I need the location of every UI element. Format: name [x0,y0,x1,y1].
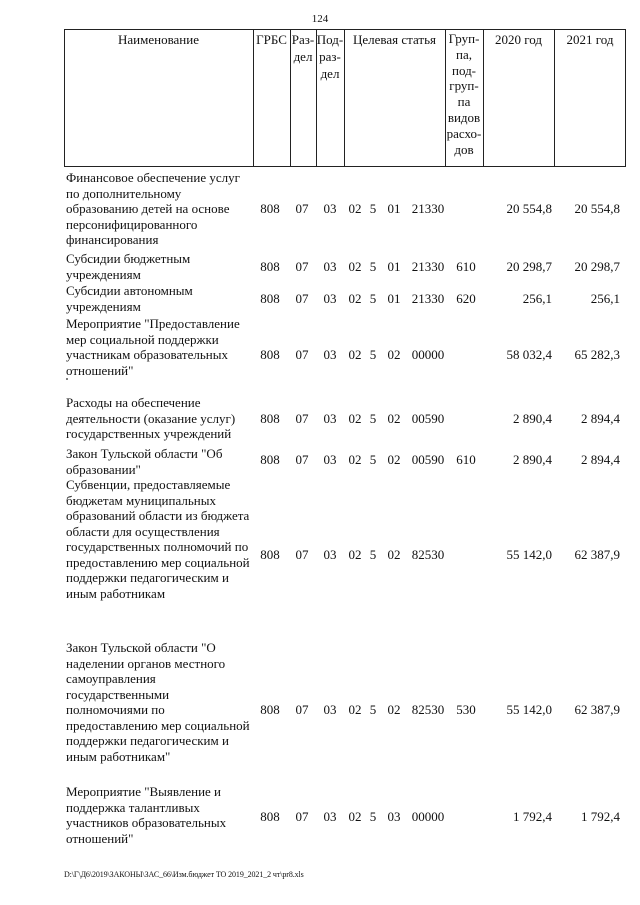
cell-target-subprogram: 5 [369,347,377,362]
cell-subsection: 03 [323,291,337,306]
cell-target-code: 21330 [411,201,445,216]
row-name: Мероприятие "Предоставление мер социальной поддержки участникам образовательных отношений" [66,316,240,378]
cell-subsection: 03 [323,201,337,216]
cell-amount-2020: 58 032,4 [506,347,552,362]
row-name: Мероприятие "Выявление и поддержка талантливых участников образовательных отношений" [66,784,227,846]
cell-target-code: 00000 [411,809,445,824]
cell-subsection: 03 [323,702,337,717]
header-year-2021: 2021 год [566,32,614,47]
cell-subsection: 03 [323,452,337,467]
cell-section: 07 [295,809,309,824]
cell-section: 07 [295,547,309,562]
cell-amount-2021: 62 387,9 [574,547,620,562]
header-section: Раз- дел [291,32,315,64]
header-expense-group: Груп- па, под- груп- па видов расхо- дов [446,31,482,157]
cell-section: 07 [295,347,309,362]
cell-target-program: 02 [348,291,362,306]
cell-target-subprogram: 5 [369,809,377,824]
header-grbs: ГРБС [256,32,287,47]
cell-target-code: 21330 [411,291,445,306]
row-name: Закон Тульской области "Об образовании" [66,446,223,477]
header-subsection: Под- раз- дел [316,32,344,81]
cell-grbs: 808 [260,291,280,306]
row-name: Субвенции, предоставляемые бюджетам муниципальных образований области из бюджета области для осуществления государственных полномочий по предоставлению мер социальной поддержки педагогическим и иным работникам [66,477,250,601]
cell-target-event: 03 [387,809,401,824]
row-name: Расходы на обеспечение деятельности (оказание услуг) государственных учреждений [66,395,236,441]
cell-target-code: 82530 [411,547,445,562]
cell-expense-group: 610 [456,452,476,467]
header-year-2020: 2020 год [495,32,542,47]
cell-amount-2020: 55 142,0 [506,702,552,717]
cell-amount-2020: 1 792,4 [513,809,552,824]
cell-amount-2021: 20 554,8 [574,201,620,216]
cell-grbs: 808 [260,201,280,216]
header-frame [64,29,626,167]
cell-section: 07 [295,291,309,306]
cell-target-subprogram: 5 [369,291,377,306]
cell-amount-2021: 256,1 [590,291,620,306]
cell-amount-2020: 2 890,4 [513,411,552,426]
cell-target-code: 00000 [411,347,445,362]
cell-amount-2020: 20 554,8 [506,201,552,216]
cell-amount-2021: 1 792,4 [581,809,620,824]
cell-section: 07 [295,452,309,467]
row-name: Финансовое обеспечение услуг по дополнительному образованию детей на основе персонифицированного финансирования [66,170,240,247]
cell-grbs: 808 [260,452,280,467]
cell-target-code: 00590 [411,411,445,426]
cell-section: 07 [295,201,309,216]
table-header [64,29,626,167]
cell-target-program: 02 [348,547,362,562]
cell-target-code: 82530 [411,702,445,717]
cell-amount-2020: 256,1 [522,291,552,306]
cell-target-subprogram: 5 [369,452,377,467]
cell-target-program: 02 [348,411,362,426]
cell-amount-2021: 62 387,9 [574,702,620,717]
cell-grbs: 808 [260,809,280,824]
cell-amount-2021: 20 298,7 [574,259,620,274]
column-divider [253,29,254,167]
cell-amount-2021: 65 282,3 [574,347,620,362]
cell-subsection: 03 [323,259,337,274]
cell-expense-group: 530 [456,702,476,717]
scan-speck [66,378,68,380]
cell-target-subprogram: 5 [369,547,377,562]
cell-expense-group: 610 [456,259,476,274]
column-divider [554,29,555,167]
header-target-article: Целевая статья [352,32,436,47]
cell-target-event: 01 [387,259,401,274]
cell-subsection: 03 [323,411,337,426]
cell-section: 07 [295,411,309,426]
row-name: Закон Тульской области "О наделении органов местного самоуправления государственными полномочиями по предоставлению мер социальной поддержки педагогическим и иным работникам" [66,640,250,764]
cell-amount-2020: 2 890,4 [513,452,552,467]
cell-target-event: 01 [387,201,401,216]
cell-target-program: 02 [348,259,362,274]
cell-target-event: 02 [387,347,401,362]
cell-grbs: 808 [260,259,280,274]
cell-grbs: 808 [260,411,280,426]
cell-target-program: 02 [348,702,362,717]
cell-target-program: 02 [348,809,362,824]
cell-target-code: 21330 [411,259,445,274]
page-number: 124 [311,13,329,25]
cell-amount-2020: 20 298,7 [506,259,552,274]
cell-target-program: 02 [348,201,362,216]
cell-amount-2020: 55 142,0 [506,547,552,562]
column-divider [344,29,345,167]
cell-target-program: 02 [348,347,362,362]
header-name: Наименование [118,32,199,47]
cell-target-event: 02 [387,411,401,426]
cell-expense-group: 620 [456,291,476,306]
cell-amount-2021: 2 894,4 [581,452,620,467]
row-name: Субсидии бюджетным учреждениям [66,251,191,282]
cell-subsection: 03 [323,347,337,362]
cell-target-subprogram: 5 [369,259,377,274]
cell-target-event: 02 [387,702,401,717]
cell-grbs: 808 [260,547,280,562]
cell-target-subprogram: 5 [369,411,377,426]
cell-target-event: 01 [387,291,401,306]
cell-subsection: 03 [323,547,337,562]
file-path-footer: D:\Г\Д6\2019\ЗАКОНЫ\ЗАС_66\Изм.бюджет ТО 2019_2021_2 чт\pr8.xls [64,870,304,879]
cell-section: 07 [295,702,309,717]
cell-subsection: 03 [323,809,337,824]
cell-grbs: 808 [260,347,280,362]
cell-target-event: 02 [387,547,401,562]
cell-section: 07 [295,259,309,274]
cell-grbs: 808 [260,702,280,717]
cell-target-subprogram: 5 [369,702,377,717]
column-divider [483,29,484,167]
cell-target-code: 00590 [411,452,445,467]
cell-target-program: 02 [348,452,362,467]
cell-target-subprogram: 5 [369,201,377,216]
cell-target-event: 02 [387,452,401,467]
cell-amount-2021: 2 894,4 [581,411,620,426]
row-name: Субсидии автономным учреждениям [66,283,193,314]
